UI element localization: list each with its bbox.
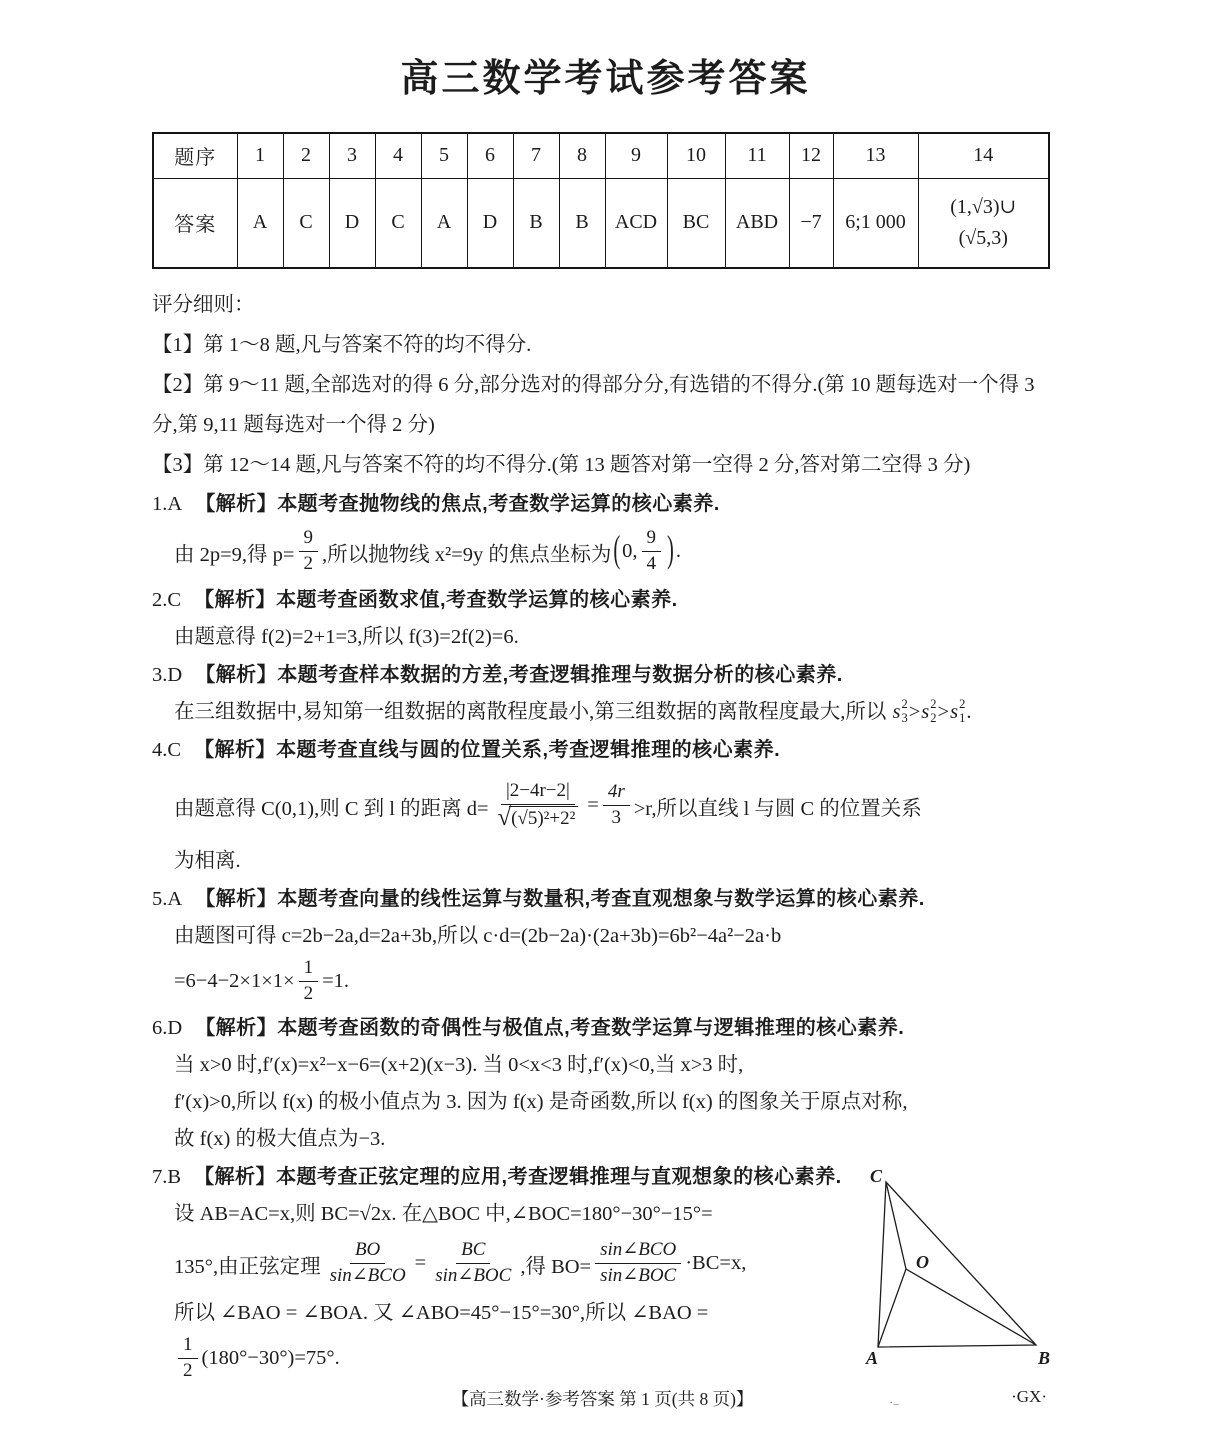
question-number: 12 bbox=[789, 133, 833, 179]
text: >r,所以直线 l 与圆 C 的位置关系 bbox=[633, 797, 922, 820]
question-number: 4 bbox=[375, 133, 421, 179]
solution-2-work: 由题意得 f(2)=2+1=3,所以 f(3)=2f(2)=6. bbox=[174, 625, 519, 648]
jiexi-tag: 【解析】 bbox=[194, 738, 277, 761]
solution-4-answer: 4.C bbox=[152, 738, 182, 761]
solution-5 bbox=[152, 880, 1059, 1009]
question-number: 6 bbox=[467, 133, 513, 179]
answer-cell: C bbox=[375, 178, 421, 268]
fraction: $\frac{1}{2}$ bbox=[299, 957, 319, 1006]
fraction: |2−4r−2| √ (√5)²+2² bbox=[493, 780, 584, 832]
solution-4-work bbox=[174, 769, 1059, 843]
point-label-o: O bbox=[916, 1252, 929, 1272]
solution-6-work-line2: f′(x)>0,所以 f(x) 的极小值点为 3. 因为 f(x) 是奇函数,所以 f(x) 的图象关于原点对称, bbox=[174, 1090, 908, 1113]
fraction: $\frac{BO}{\text{sin∠BCO}}$ bbox=[329, 1239, 406, 1286]
text: . bbox=[966, 700, 972, 723]
triangle-figure bbox=[860, 1166, 1056, 1368]
answer-cell: ACD bbox=[605, 178, 667, 268]
solution-1 bbox=[152, 485, 1059, 581]
text: ·BC=x, bbox=[685, 1252, 747, 1274]
answer-cell: B bbox=[559, 178, 605, 268]
triangle-edges bbox=[878, 1182, 1036, 1347]
solution-5-work-line2 bbox=[174, 955, 1059, 1009]
page-footer bbox=[0, 1386, 1205, 1411]
text: 135°,由正弦定理 bbox=[174, 1255, 321, 1278]
paper-code: ·GX· bbox=[1011, 1387, 1047, 1406]
answer-table bbox=[152, 132, 1050, 269]
fraction: $\frac{1}{2}$ bbox=[178, 1334, 198, 1383]
text: =1. bbox=[322, 970, 350, 992]
solution-2-topic: 本题考查函数求值,考查数学运算的核心素养. bbox=[276, 588, 678, 611]
text: ,所以抛物线 x²=9y 的焦点坐标为 bbox=[322, 543, 612, 566]
solution-3-topic: 本题考查样本数据的方差,考查逻辑推理与数据分析的核心素养. bbox=[277, 663, 843, 686]
row-label-question: 题序 bbox=[153, 133, 237, 179]
answer-cell: D bbox=[329, 178, 375, 268]
jiexi-tag: 【解析】 bbox=[195, 492, 278, 515]
question-number: 2 bbox=[283, 133, 329, 179]
solution-1-work bbox=[174, 523, 1059, 581]
solution-1-topic: 本题考查抛物线的焦点,考查数学运算的核心素养. bbox=[277, 492, 720, 515]
equals: = bbox=[587, 794, 599, 816]
row-label-answer: 答案 bbox=[153, 178, 237, 268]
solution-1-answer: 1.A bbox=[152, 492, 183, 515]
fraction: $\frac{\text{sin∠BCO}}{\text{sin∠BOC}}$ bbox=[595, 1239, 681, 1288]
question-number: 13 bbox=[833, 133, 918, 179]
answer-row bbox=[153, 178, 1049, 268]
solution-7-line4 bbox=[174, 1332, 867, 1386]
solution-6 bbox=[152, 1009, 1059, 1158]
text: 由题意得 C(0,1),则 C 到 l 的距离 d= bbox=[174, 797, 489, 820]
text: ,得 BO= bbox=[520, 1255, 592, 1278]
solution-7-line2 bbox=[174, 1233, 867, 1295]
print-artifact: ._ bbox=[889, 1394, 900, 1406]
cevian-oc bbox=[886, 1182, 906, 1269]
greater-than: > bbox=[937, 700, 950, 723]
solution-7-line3: 所以 ∠BAO = ∠BOA. 又 ∠ABO=45°−15°=30°,所以 ∠BAO = bbox=[174, 1301, 709, 1324]
answer-cell: A bbox=[421, 178, 467, 268]
rubric-item-1: 【1】第 1～8 题,凡与答案不符的均不得分. bbox=[152, 333, 532, 356]
question-number: 14 bbox=[918, 133, 1049, 179]
answer-cell: C bbox=[283, 178, 329, 268]
answer-cell: BC bbox=[667, 178, 725, 268]
jiexi-tag: 【解析】 bbox=[195, 663, 278, 686]
solution-7-topic: 本题考查正弦定理的应用,考查逻辑推理与直观想象的核心素养. bbox=[276, 1165, 842, 1188]
answer-cell: −7 bbox=[789, 178, 833, 268]
vertex-label-c: C bbox=[870, 1166, 883, 1186]
question-number: 9 bbox=[605, 133, 667, 179]
solution-2 bbox=[152, 581, 1059, 656]
cevian-oa bbox=[878, 1269, 906, 1347]
solution-7-answer: 7.B bbox=[152, 1165, 182, 1188]
solution-6-topic: 本题考查函数的奇偶性与极值点,考查数学运算与逻辑推理的核心素养. bbox=[277, 1016, 905, 1039]
fraction: $\frac{4r}{3}$ bbox=[603, 781, 630, 830]
solution-4-topic: 本题考查直线与圆的位置关系,考查逻辑推理的核心素养. bbox=[276, 738, 781, 761]
solution-3-work bbox=[174, 694, 1059, 731]
greater-than: > bbox=[908, 700, 921, 723]
question-number: 11 bbox=[725, 133, 789, 179]
text: 由 2p=9,得 p= bbox=[174, 543, 295, 566]
left-paren: ( bbox=[613, 530, 621, 571]
jiexi-tag: 【解析】 bbox=[194, 1165, 277, 1188]
answer-cell: ABD bbox=[725, 178, 789, 268]
equals: = bbox=[414, 1252, 427, 1274]
variance-term: s 2 2 bbox=[921, 697, 937, 725]
solution-6-work-line3: 故 f(x) 的极大值点为−3. bbox=[174, 1127, 386, 1150]
footer-text: 【高三数学·参考答案 第 1 页(共 8 页)】 bbox=[451, 1389, 754, 1409]
cevian-ob bbox=[906, 1269, 1036, 1345]
question-number: 3 bbox=[329, 133, 375, 179]
question-number-row bbox=[153, 133, 1049, 179]
text: (180°−30°)=75°. bbox=[201, 1347, 340, 1369]
question-number: 1 bbox=[237, 133, 283, 179]
answer-14-line1: (1,√3)∪ bbox=[950, 195, 1017, 218]
rubric-heading: 评分细则： bbox=[152, 293, 255, 316]
scoring-rubric bbox=[152, 285, 1059, 485]
solution-5-work-line1: 由题图可得 c=2b−2a,d=2a+3b,所以 c·d=(2b−2a)·(2a+3b)=6b²−4a²−2a·b bbox=[174, 924, 782, 947]
solution-6-answer: 6.D bbox=[152, 1016, 183, 1039]
question-number: 8 bbox=[559, 133, 605, 179]
question-number: 7 bbox=[513, 133, 559, 179]
solution-4-conclusion: 为相离. bbox=[174, 849, 241, 872]
fraction: $\frac{9}{2}$ bbox=[299, 527, 319, 576]
solution-2-answer: 2.C bbox=[152, 588, 182, 611]
solution-7-work bbox=[152, 1196, 867, 1386]
question-number: 10 bbox=[667, 133, 725, 179]
solution-3 bbox=[152, 656, 1059, 731]
answer-cell-14 bbox=[918, 178, 1049, 268]
text: =6−4−2×1×1× bbox=[174, 970, 295, 992]
solution-7-line1: 设 AB=AC=x,则 BC=√2x. 在△BOC 中,∠BOC=180°−30°−15°= bbox=[174, 1202, 713, 1225]
right-paren: ) bbox=[667, 530, 674, 571]
jiexi-tag: 【解析】 bbox=[195, 1016, 278, 1039]
radical: √ (√5)²+2² bbox=[498, 806, 579, 831]
vertex-label-b: B bbox=[1038, 1348, 1051, 1368]
text: 在三组数据中,易知第一组数据的离散程度最小,第三组数据的离散程度最大,所以 bbox=[174, 700, 892, 723]
answer-cell: B bbox=[513, 178, 559, 268]
vertex-label-a: A bbox=[866, 1348, 879, 1368]
solution-5-answer: 5.A bbox=[152, 887, 183, 910]
solution-3-answer: 3.D bbox=[152, 663, 183, 686]
jiexi-tag: 【解析】 bbox=[195, 887, 278, 910]
answer-cell: A bbox=[237, 178, 283, 268]
text: . bbox=[675, 540, 681, 562]
question-number: 5 bbox=[421, 133, 467, 179]
answer-cell: 6;1 000 bbox=[833, 178, 918, 268]
answer-14-line2: (√5,3) bbox=[958, 226, 1008, 249]
variance-term: s 2 1 bbox=[950, 697, 966, 725]
rubric-item-3: 【3】第 12～14 题,凡与答案不符的均不得分.(第 13 题答对第一空得 2 分,答对第二空得 3 分) bbox=[152, 453, 971, 476]
text: 0, bbox=[622, 540, 638, 562]
answer-cell: D bbox=[467, 178, 513, 268]
solution-4 bbox=[152, 731, 1059, 880]
page-title: 高三数学考试参考答案 bbox=[400, 58, 811, 100]
jiexi-tag: 【解析】 bbox=[194, 588, 277, 611]
solution-6-work-line1: 当 x>0 时,f′(x)=x²−x−6=(x+2)(x−3). 当 0<x<3 时,f′(x)<0,当 x>3 时, bbox=[174, 1053, 744, 1076]
rubric-item-2: 【2】第 9～11 题,全部选对的得 6 分,部分选对的得部分分,有选错的不得分.(第 10 题每选对一个得 3 分,第 9,11 题每选对一个得 2 分) bbox=[152, 373, 1035, 436]
fraction: $\frac{BC}{\text{sin∠BOC}}$ bbox=[435, 1239, 512, 1286]
fraction: $\frac{9}{4}$ bbox=[642, 527, 662, 576]
variance-term: s 2 3 bbox=[892, 697, 908, 725]
solution-5-topic: 本题考查向量的线性运算与数量积,考查直观想象与数学运算的核心素养. bbox=[277, 887, 925, 910]
